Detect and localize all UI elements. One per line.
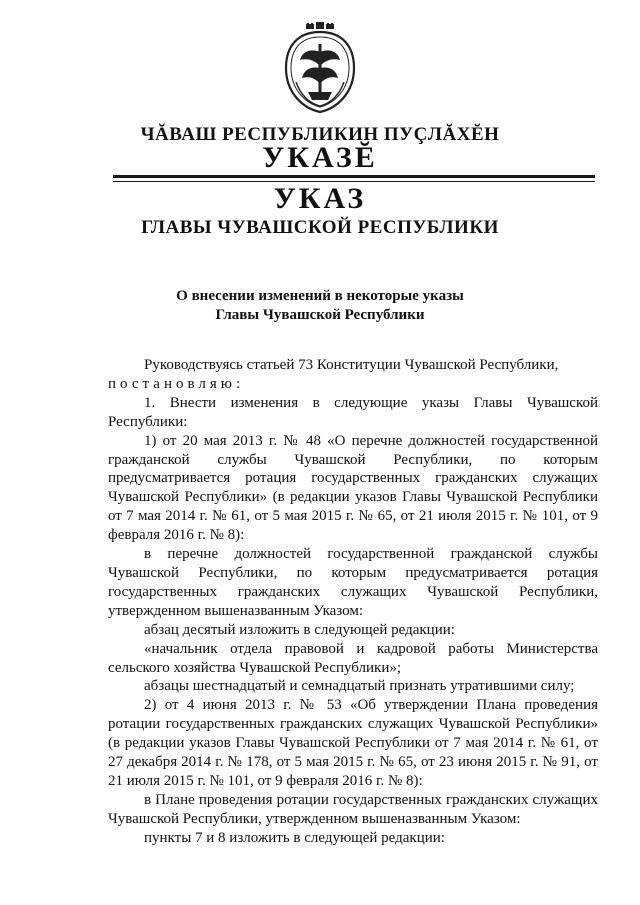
paragraph-subitem-1: 1) от 20 мая 2013 г. № 48 «О перечне должностей государственной гражданской службы Чувашской Республики, по которым предусматривается ротация государственных гражданских служащих Чувашской Республики» (в редакции указов Главы Чувашской Республики от 7 мая 2014 г. № 61, от 5 мая 2015 г. № 65, от 21 июля 2015 г. № 101, от 9 февраля 2016 г. № 8): [108,432,598,544]
chuvash-coat-of-arms-icon [282,22,358,114]
document-title [0,287,640,325]
paragraph-preamble: Руководствуясь статьей 73 Конституции Чувашской Республики, [144,357,559,373]
chuvash-header-line: ЧĂВАШ РЕСПУБЛИКИН ПУÇЛĂХĔН [140,124,500,145]
paragraph-repeal: абзацы шестнадцатый и семнадцатый признать утратившими силу; [144,678,575,695]
russian-decree-title: УКАЗ [273,182,367,215]
paragraph-item-1: 1. Внести изменения в следующие указы Главы Чувашской Республики: [108,394,598,430]
paragraph-amend-10: абзац десятый изложить в следующей редакции: [144,621,455,638]
document-body [108,356,598,848]
chuvash-decree-title: УКАЗĔ [262,141,378,174]
document-title-line1: О внесении изменений в некоторые указы [176,288,464,304]
paragraph-points: пункты 7 и 8 изложить в следующей редакции: [144,829,445,846]
paragraph-list-intro: в перечне должностей государственной гражданской службы Чувашской Республики, по которым предусматривается ротация государственных гражданских служащих Чувашской Республики, утвержденном вышеназванным Указом: [108,546,598,619]
russian-header-line: ГЛАВЫ ЧУВАШСКОЙ РЕСПУБЛИКИ [141,217,499,238]
paragraph-subitem-2: 2) от 4 июня 2013 г. № 53 «Об утверждении Плана проведения ротации государственных гражданских служащих Чувашской Республики» (в редакции указов Главы Чувашской Республики от 7 мая 2014 г. № 61, от 27 декабря 2014 г. № 178, от 5 мая 2015 г. № 65, от 23 июня 2015 г. № 91, от 21 июля 2015 г. № 101, от 9 февраля 2016 г. № 8): [108,697,598,789]
paragraph-decree-word: постановляю: [108,375,245,392]
header-divider-thick [113,175,595,178]
paragraph-plan-intro: в Плане проведения ротации государственных гражданских служащих Чувашской Республики, утвержденном вышеназванным Указом: [108,791,598,827]
document-title-line2: Главы Чувашской Республики [215,307,425,323]
paragraph-new-text: «начальник отдела правовой и кадровой работы Министерства сельского хозяйства Чувашской Республики»; [108,640,598,676]
